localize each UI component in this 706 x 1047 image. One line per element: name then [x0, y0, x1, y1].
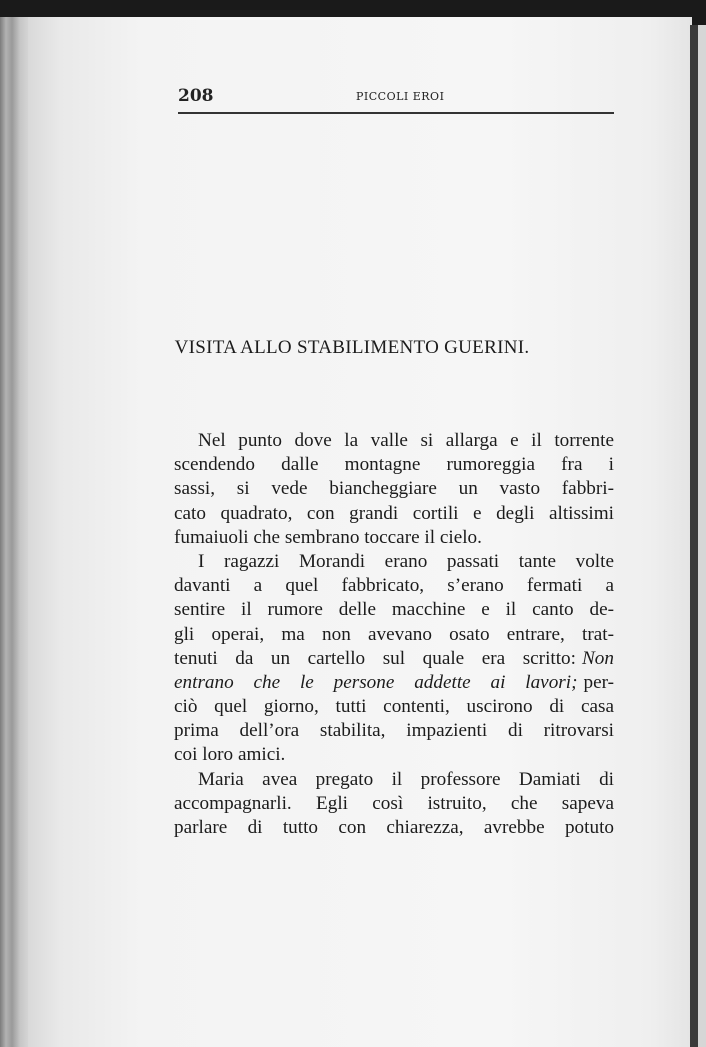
- text-line: prima dell’ora stabilita, impazienti di ritrovarsi: [174, 720, 614, 742]
- italic-segment: Non: [582, 647, 614, 669]
- text-line: I ragazzi Morandi erano passati tante volte: [198, 550, 614, 572]
- next-page-edge: [698, 25, 706, 1047]
- text-segment: per-: [583, 671, 614, 693]
- text-line-mixed: [174, 671, 614, 695]
- body-text: [174, 429, 614, 840]
- header-rule: [178, 112, 614, 114]
- text-line: scendendo dalle montagne rumoreggia fra i: [174, 454, 614, 476]
- text-line: coi loro amici.: [174, 744, 286, 766]
- text-line: cato quadrato, con grandi cortili e degli altissimi: [174, 502, 614, 524]
- text-segment: tenuti da un cartello sul quale era scritto:: [174, 647, 576, 669]
- text-line-mixed: [174, 647, 614, 671]
- chapter-title: [0, 337, 706, 359]
- text-line: davanti a quel fabbricato, s’erano fermati a: [174, 575, 614, 597]
- book-gutter: [0, 17, 28, 1047]
- page-number: 208: [178, 86, 214, 106]
- text-line: Maria avea pregato il professore Damiati di: [198, 768, 614, 790]
- running-title: PICCOLI EROI: [356, 90, 445, 103]
- running-header: [178, 86, 614, 116]
- italic-segment: entrano che le persone addette ai lavori;: [174, 671, 578, 693]
- text-line: accompagnarli. Egli così istruito, che sapeva: [174, 792, 614, 814]
- page-edge-shadow: [690, 25, 698, 1047]
- text-line: parlare di tutto con chiarezza, avrebbe potuto: [174, 817, 614, 838]
- chapter-title-text: VISITA ALLO STABILIMENTO GUERINI.: [174, 337, 530, 358]
- text-line: sassi, si vede biancheggiare un vasto fabbri-: [174, 478, 614, 500]
- text-line: sentire il rumore delle macchine e il canto de-: [174, 599, 614, 621]
- text-line: fumaiuoli che sembrano toccare il cielo.: [174, 526, 482, 548]
- text-line: Nel punto dove la valle si allarga e il torrente: [198, 430, 614, 451]
- text-line: ciò quel giorno, tutti contenti, uscirono di casa: [174, 696, 614, 718]
- text-line: gli operai, ma non avevano osato entrare, trat-: [174, 623, 614, 645]
